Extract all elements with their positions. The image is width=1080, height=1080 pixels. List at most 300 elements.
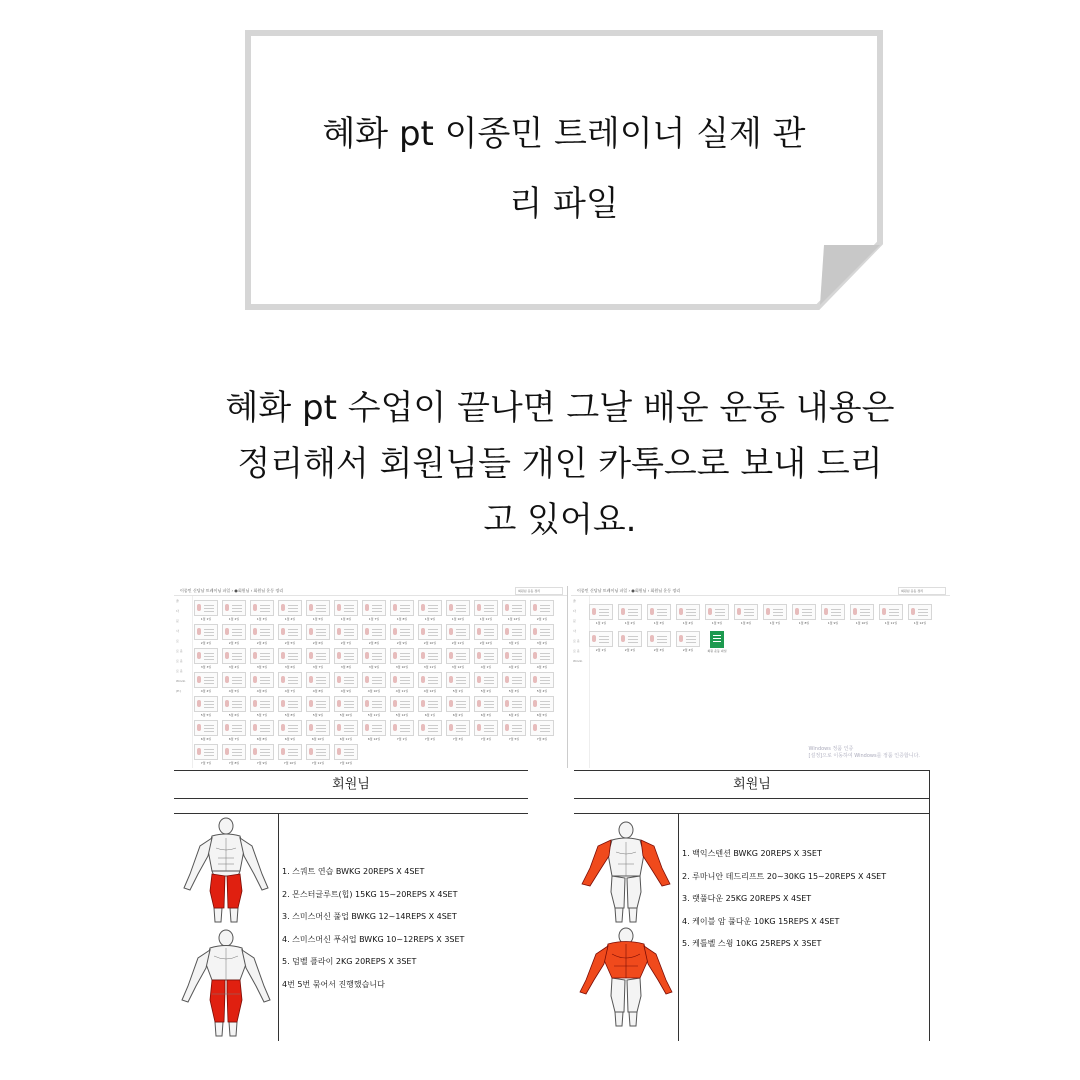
document-icon xyxy=(222,696,246,712)
file-name: 4월 5일 xyxy=(228,689,240,693)
file-thumbnail[interactable] xyxy=(222,624,246,645)
watermark-line2: [설정]으로 이동하여 Windows를 정품 인증합니다. xyxy=(808,753,920,759)
intro-line2: 정리해서 회원님들 개인 카톡으로 보내 드리 xyxy=(237,444,883,484)
file-name: 1월 4일 xyxy=(284,617,296,621)
file-thumbnail[interactable] xyxy=(792,604,816,625)
exercise-item: 3. 스미스머신 풀업 BWKG 12~14REPS X 4SET xyxy=(282,912,457,921)
file-name: 6월 6일 xyxy=(200,737,212,741)
file-thumbnail[interactable] xyxy=(278,600,302,621)
file-thumbnail[interactable] xyxy=(705,604,729,625)
file-name: 7월 7일 xyxy=(200,761,212,765)
document-icon xyxy=(362,696,386,712)
file-name: 3월 3일 xyxy=(200,665,212,669)
right-address-path: 이종민 신당남 트레이닝 파일 › ●회원님 › 회원님 운동 정리 xyxy=(577,588,681,593)
document-icon xyxy=(306,672,330,688)
file-name: 6월 8일 xyxy=(256,737,268,741)
file-thumbnail[interactable] xyxy=(194,648,218,669)
file-name: 5월 2일 xyxy=(480,689,492,693)
file-name: 4월 2일 xyxy=(508,665,520,669)
file-name: 2월 5일 xyxy=(284,641,296,645)
left-table-header: 회원님 xyxy=(174,771,528,799)
file-name: 3월 10일 xyxy=(395,665,409,669)
document-icon xyxy=(418,648,442,664)
file-name: 5월 7일 xyxy=(256,713,268,717)
file-thumbnail[interactable] xyxy=(502,720,526,741)
document-icon xyxy=(474,600,498,616)
left-table-body xyxy=(174,814,528,1041)
document-icon xyxy=(250,624,274,640)
exercise-item: 1. 백익스텐션 BWKG 20REPS X 3SET xyxy=(682,849,822,858)
right-nav-pane xyxy=(571,596,590,768)
file-thumbnail[interactable] xyxy=(334,672,358,693)
file-thumbnail[interactable] xyxy=(222,672,246,693)
file-name: 3월 5일 xyxy=(256,665,268,669)
file-thumbnail[interactable] xyxy=(278,672,302,693)
file-thumbnail[interactable] xyxy=(474,648,498,669)
file-name: 1월 1일 xyxy=(200,617,212,621)
document-icon xyxy=(194,624,218,640)
file-thumbnail[interactable] xyxy=(474,720,498,741)
back-body-glutes-icon xyxy=(174,928,278,1038)
file-thumbnail[interactable] xyxy=(879,604,903,625)
file-thumbnail[interactable] xyxy=(194,624,218,645)
exercise-item: 3. 랫풀다운 25KG 20REPS X 4SET xyxy=(682,894,812,903)
file-thumbnail[interactable] xyxy=(222,744,246,765)
file-name: 6월 2일 xyxy=(452,713,464,717)
file-thumbnail[interactable] xyxy=(676,631,700,652)
excel-file[interactable] xyxy=(705,631,729,652)
document-icon xyxy=(502,696,526,712)
right-table-edge xyxy=(929,771,930,1041)
file-thumbnail[interactable] xyxy=(589,631,613,652)
file-name: 5월 10일 xyxy=(339,713,353,717)
file-name: 2월 11일 xyxy=(451,641,465,645)
document-icon xyxy=(194,720,218,736)
document-icon xyxy=(334,672,358,688)
file-name: 1월 2일 xyxy=(624,621,636,625)
file-thumbnail[interactable] xyxy=(278,720,302,741)
document-icon xyxy=(250,744,274,760)
file-thumbnail[interactable] xyxy=(821,604,845,625)
file-thumbnail[interactable] xyxy=(334,648,358,669)
file-thumbnail[interactable] xyxy=(194,744,218,765)
file-thumbnail[interactable] xyxy=(390,600,414,621)
file-thumbnail[interactable] xyxy=(530,696,554,717)
document-icon xyxy=(734,604,758,620)
file-name: 1월 2일 xyxy=(228,617,240,621)
file-thumbnail[interactable] xyxy=(530,648,554,669)
file-name: 5월 11일 xyxy=(367,713,381,717)
file-thumbnail[interactable] xyxy=(390,672,414,693)
file-name: 1월 5일 xyxy=(312,617,324,621)
file-name: 5월 4일 xyxy=(536,689,548,693)
nav-item[interactable]: 사 xyxy=(573,629,576,633)
file-thumbnail[interactable] xyxy=(194,720,218,741)
document-icon xyxy=(618,604,642,620)
file-thumbnail[interactable] xyxy=(250,696,274,717)
file-name: 3월 7일 xyxy=(312,665,324,669)
file-name: 4월 4일 xyxy=(200,689,212,693)
file-thumbnail[interactable] xyxy=(194,600,218,621)
file-thumbnail[interactable] xyxy=(306,624,330,645)
document-icon xyxy=(250,648,274,664)
left-workout-table xyxy=(174,770,528,1041)
exercise-item: 5. 케틀벨 스윙 10KG 25REPS X 3SET xyxy=(682,939,822,948)
file-name: 7월 5일 xyxy=(508,737,520,741)
nav-item[interactable]: 사 xyxy=(176,629,179,633)
file-thumbnail[interactable] xyxy=(194,696,218,717)
document-icon xyxy=(530,696,554,712)
document-icon xyxy=(334,648,358,664)
file-thumbnail[interactable] xyxy=(618,604,642,625)
nav-item[interactable]: (E:) xyxy=(176,689,182,693)
file-name: 1월 1일 xyxy=(595,621,607,625)
file-name: 6월 3일 xyxy=(480,713,492,717)
document-icon xyxy=(418,696,442,712)
document-icon xyxy=(390,624,414,640)
exercise-item: 1. 스쿼트 연습 BWKG 20REPS X 4SET xyxy=(282,867,425,876)
file-thumbnail[interactable] xyxy=(446,672,470,693)
file-thumbnail[interactable] xyxy=(278,624,302,645)
note-title-line1: 혜화 pt 이종민 트레이너 실제 관 xyxy=(322,114,806,154)
file-thumbnail[interactable] xyxy=(278,648,302,669)
file-thumbnail[interactable] xyxy=(334,720,358,741)
file-thumbnail[interactable] xyxy=(676,604,700,625)
document-icon xyxy=(306,744,330,760)
file-thumbnail[interactable] xyxy=(334,600,358,621)
exercise-item: 2. 루마니안 데드리프트 20~30KG 15~20REPS X 4SET xyxy=(682,871,887,881)
file-name: 1월 9일 xyxy=(424,617,436,621)
file-thumbnail[interactable] xyxy=(306,696,330,717)
nav-item[interactable]: 다 xyxy=(176,609,179,613)
document-icon xyxy=(446,720,470,736)
file-name: 6월 9일 xyxy=(284,737,296,741)
file-thumbnail[interactable] xyxy=(908,604,932,625)
document-icon xyxy=(194,600,218,616)
file-name: 4월 6일 xyxy=(256,689,268,693)
right-address-bar[interactable] xyxy=(571,586,950,596)
document-icon xyxy=(418,600,442,616)
file-name: 3월 2일 xyxy=(536,641,548,645)
file-name: 1월 11일 xyxy=(884,621,898,625)
document-icon xyxy=(446,624,470,640)
left-search-box[interactable]: 회원님 운동 정리 xyxy=(515,587,563,595)
nav-item[interactable]: 로 xyxy=(176,639,179,643)
file-thumbnail[interactable] xyxy=(734,604,758,625)
document-icon xyxy=(362,624,386,640)
document-icon xyxy=(502,600,526,616)
nav-item[interactable]: 로 운 xyxy=(176,669,183,673)
document-icon xyxy=(222,624,246,640)
left-explorer-window xyxy=(174,586,568,768)
nav-item[interactable]: 로 운 xyxy=(176,649,183,653)
file-name: 5월 8일 xyxy=(284,713,296,717)
file-thumbnail[interactable] xyxy=(250,648,274,669)
document-icon xyxy=(306,696,330,712)
nav-item[interactable]: 다 xyxy=(573,609,576,613)
document-icon xyxy=(530,672,554,688)
nav-item[interactable]: 즐 xyxy=(573,599,576,603)
file-name: 3월 8일 xyxy=(340,665,352,669)
document-icon xyxy=(821,604,845,620)
file-thumbnail[interactable] xyxy=(222,696,246,717)
document-icon xyxy=(647,631,671,647)
left-address-path: 이종민 신당남 트레이닝 파일 › ●회원님 › 회원님 운동 정리 xyxy=(180,588,284,593)
document-icon xyxy=(763,604,787,620)
file-thumbnail[interactable] xyxy=(446,648,470,669)
file-thumbnail[interactable] xyxy=(306,672,330,693)
intro-paragraph xyxy=(180,380,940,548)
document-icon xyxy=(390,672,414,688)
file-thumbnail[interactable] xyxy=(418,648,442,669)
document-icon xyxy=(390,696,414,712)
left-address-bar[interactable] xyxy=(174,586,567,596)
file-thumbnail[interactable] xyxy=(278,696,302,717)
file-thumbnail[interactable] xyxy=(194,672,218,693)
document-icon xyxy=(306,720,330,736)
right-workout-table xyxy=(574,770,930,1041)
file-thumbnail[interactable] xyxy=(618,631,642,652)
document-icon xyxy=(879,604,903,620)
file-thumbnail[interactable] xyxy=(390,624,414,645)
file-name: 1월 12일 xyxy=(507,617,521,621)
file-thumbnail[interactable] xyxy=(418,624,442,645)
exercise-item: 4. 케이블 암 풀다운 10KG 15REPS X 4SET xyxy=(682,916,840,926)
document-icon xyxy=(250,720,274,736)
right-thumbnail-grid xyxy=(589,604,944,652)
file-name: 2월 8일 xyxy=(368,641,380,645)
file-thumbnail[interactable] xyxy=(418,720,442,741)
file-thumbnail[interactable] xyxy=(446,720,470,741)
document-icon xyxy=(418,672,442,688)
document-icon xyxy=(676,604,700,620)
file-thumbnail[interactable] xyxy=(446,696,470,717)
document-icon xyxy=(334,720,358,736)
intro-line1: 혜화 pt 수업이 끝나면 그날 배운 운동 내용은 xyxy=(225,388,895,428)
document-icon xyxy=(446,600,470,616)
nav-item[interactable]: 로 운 xyxy=(573,639,580,643)
file-name: 7월 1일 xyxy=(396,737,408,741)
file-name: 2월 2일 xyxy=(200,641,212,645)
document-icon xyxy=(502,672,526,688)
nav-item[interactable]: Windo xyxy=(573,659,583,663)
file-thumbnail[interactable] xyxy=(446,624,470,645)
document-icon xyxy=(194,696,218,712)
file-thumbnail[interactable] xyxy=(850,604,874,625)
file-name: 6월 5일 xyxy=(536,713,548,717)
file-name: 5월 9일 xyxy=(312,713,324,717)
document-icon xyxy=(390,648,414,664)
file-name: 6월 11일 xyxy=(339,737,353,741)
file-name: 3월 9일 xyxy=(368,665,380,669)
file-thumbnail[interactable] xyxy=(362,720,386,741)
file-name: 3월 11일 xyxy=(423,665,437,669)
document-icon xyxy=(362,648,386,664)
file-thumbnail[interactable] xyxy=(250,720,274,741)
file-name: 2월 4일 xyxy=(682,648,694,652)
file-thumbnail[interactable] xyxy=(390,720,414,741)
file-thumbnail[interactable] xyxy=(334,624,358,645)
file-thumbnail[interactable] xyxy=(647,631,671,652)
file-name: 7월 12일 xyxy=(339,761,353,765)
document-icon xyxy=(474,624,498,640)
nav-item[interactable]: 문 xyxy=(176,619,179,623)
file-name: 1월 8일 xyxy=(396,617,408,621)
file-thumbnail[interactable] xyxy=(390,648,414,669)
note-title xyxy=(284,99,844,239)
file-thumbnail[interactable] xyxy=(250,744,274,765)
file-thumbnail[interactable] xyxy=(446,600,470,621)
back-body-lats-icon xyxy=(574,926,678,1032)
file-thumbnail[interactable] xyxy=(334,744,358,765)
file-thumbnail[interactable] xyxy=(222,600,246,621)
file-thumbnail[interactable] xyxy=(530,624,554,645)
file-name: 5월 5일 xyxy=(200,713,212,717)
file-thumbnail[interactable] xyxy=(474,624,498,645)
file-thumbnail[interactable] xyxy=(589,604,613,625)
file-name: 6월 1일 xyxy=(424,713,436,717)
document-icon xyxy=(390,720,414,736)
file-thumbnail[interactable] xyxy=(763,604,787,625)
document-icon xyxy=(530,720,554,736)
file-thumbnail[interactable] xyxy=(502,648,526,669)
file-name: 1월 3일 xyxy=(653,621,665,625)
document-icon xyxy=(446,696,470,712)
nav-item[interactable]: 즐 xyxy=(176,599,179,603)
file-thumbnail[interactable] xyxy=(474,672,498,693)
file-name: 7월 8일 xyxy=(228,761,240,765)
file-name: 4월 12일 xyxy=(423,689,437,693)
file-name: 1월 4일 xyxy=(682,621,694,625)
document-icon xyxy=(334,744,358,760)
nav-item[interactable]: 문 xyxy=(573,619,576,623)
file-name: 7월 3일 xyxy=(452,737,464,741)
nav-item[interactable]: Windo xyxy=(176,679,186,683)
file-name: 1월 9일 xyxy=(827,621,839,625)
file-thumbnail[interactable] xyxy=(418,600,442,621)
file-name: 2월 3일 xyxy=(653,648,665,652)
file-name: 1월 10일 xyxy=(451,617,465,621)
file-name: 2월 2일 xyxy=(624,648,636,652)
document-icon xyxy=(418,720,442,736)
note-title-line2: 리 파일 xyxy=(509,184,619,224)
document-icon xyxy=(362,672,386,688)
file-thumbnail[interactable] xyxy=(530,600,554,621)
document-icon xyxy=(222,648,246,664)
file-name: 4월 7일 xyxy=(284,689,296,693)
file-thumbnail[interactable] xyxy=(530,672,554,693)
file-name: 5월 1일 xyxy=(452,689,464,693)
file-thumbnail[interactable] xyxy=(222,720,246,741)
file-thumbnail[interactable] xyxy=(306,648,330,669)
file-thumbnail[interactable] xyxy=(250,600,274,621)
file-name: 1월 11일 xyxy=(479,617,493,621)
title-note xyxy=(244,29,884,311)
file-name: 4월 9일 xyxy=(340,689,352,693)
nav-item[interactable]: 로 운 xyxy=(176,659,183,663)
document-icon xyxy=(446,648,470,664)
file-name: 7월 10일 xyxy=(283,761,297,765)
document-icon xyxy=(194,648,218,664)
file-thumbnail[interactable] xyxy=(530,720,554,741)
file-name: 6월 10일 xyxy=(311,737,325,741)
file-thumbnail[interactable] xyxy=(502,672,526,693)
document-icon xyxy=(474,648,498,664)
file-thumbnail[interactable] xyxy=(306,744,330,765)
file-name: 1월 3일 xyxy=(256,617,268,621)
file-thumbnail[interactable] xyxy=(306,600,330,621)
file-name: 4월 8일 xyxy=(312,689,324,693)
front-body-legs-icon xyxy=(174,816,278,926)
file-name: 6월 4일 xyxy=(508,713,520,717)
document-icon xyxy=(250,600,274,616)
file-name: 3월 4일 xyxy=(228,665,240,669)
file-name: 4월 3일 xyxy=(536,665,548,669)
right-search-box[interactable]: 회원님 운동 정리 xyxy=(898,587,946,595)
file-thumbnail[interactable] xyxy=(334,696,358,717)
file-thumbnail[interactable] xyxy=(362,624,386,645)
file-thumbnail[interactable] xyxy=(362,600,386,621)
file-name: 2월 10일 xyxy=(423,641,437,645)
file-thumbnail[interactable] xyxy=(502,600,526,621)
file-thumbnail[interactable] xyxy=(362,648,386,669)
exercise-item: 2. 몬스터글루트(힙) 15KG 15~20REPS X 4SET xyxy=(282,889,458,899)
nav-item[interactable]: 로 운 xyxy=(573,649,580,653)
file-thumbnail[interactable] xyxy=(474,696,498,717)
file-name: 4월 10일 xyxy=(367,689,381,693)
file-thumbnail[interactable] xyxy=(502,696,526,717)
document-icon xyxy=(278,648,302,664)
file-name: 1월 6일 xyxy=(340,617,352,621)
file-thumbnail[interactable] xyxy=(306,720,330,741)
file-name: 2월 7일 xyxy=(340,641,352,645)
document-icon xyxy=(502,720,526,736)
file-thumbnail[interactable] xyxy=(250,624,274,645)
right-exercise-list xyxy=(682,848,886,961)
document-icon xyxy=(502,624,526,640)
file-thumbnail[interactable] xyxy=(362,696,386,717)
file-thumbnail[interactable] xyxy=(474,600,498,621)
file-thumbnail[interactable] xyxy=(647,604,671,625)
windows-activation-watermark xyxy=(809,746,920,760)
document-icon xyxy=(418,624,442,640)
file-name: 6월 7일 xyxy=(228,737,240,741)
document-icon xyxy=(334,624,358,640)
document-icon xyxy=(530,648,554,664)
file-thumbnail[interactable] xyxy=(390,696,414,717)
document-icon xyxy=(474,696,498,712)
file-thumbnail[interactable] xyxy=(222,648,246,669)
file-thumbnail[interactable] xyxy=(418,696,442,717)
file-name: 5월 6일 xyxy=(228,713,240,717)
document-icon xyxy=(589,604,613,620)
document-icon xyxy=(850,604,874,620)
file-name: 7월 4일 xyxy=(480,737,492,741)
file-thumbnail[interactable] xyxy=(362,672,386,693)
file-thumbnail[interactable] xyxy=(418,672,442,693)
document-icon xyxy=(278,696,302,712)
file-thumbnail[interactable] xyxy=(250,672,274,693)
file-thumbnail[interactable] xyxy=(278,744,302,765)
document-icon xyxy=(530,624,554,640)
file-thumbnail[interactable] xyxy=(502,624,526,645)
document-icon xyxy=(278,624,302,640)
exercise-item: 4. 스미스머신 푸쉬업 BWKG 10~12REPS X 3SET xyxy=(282,934,465,944)
file-name: 7월 6일 xyxy=(536,737,548,741)
document-icon xyxy=(306,624,330,640)
file-name: 1월 7일 xyxy=(769,621,781,625)
exercise-item: 4번 5번 묶어서 진행했습니다 xyxy=(282,979,385,989)
